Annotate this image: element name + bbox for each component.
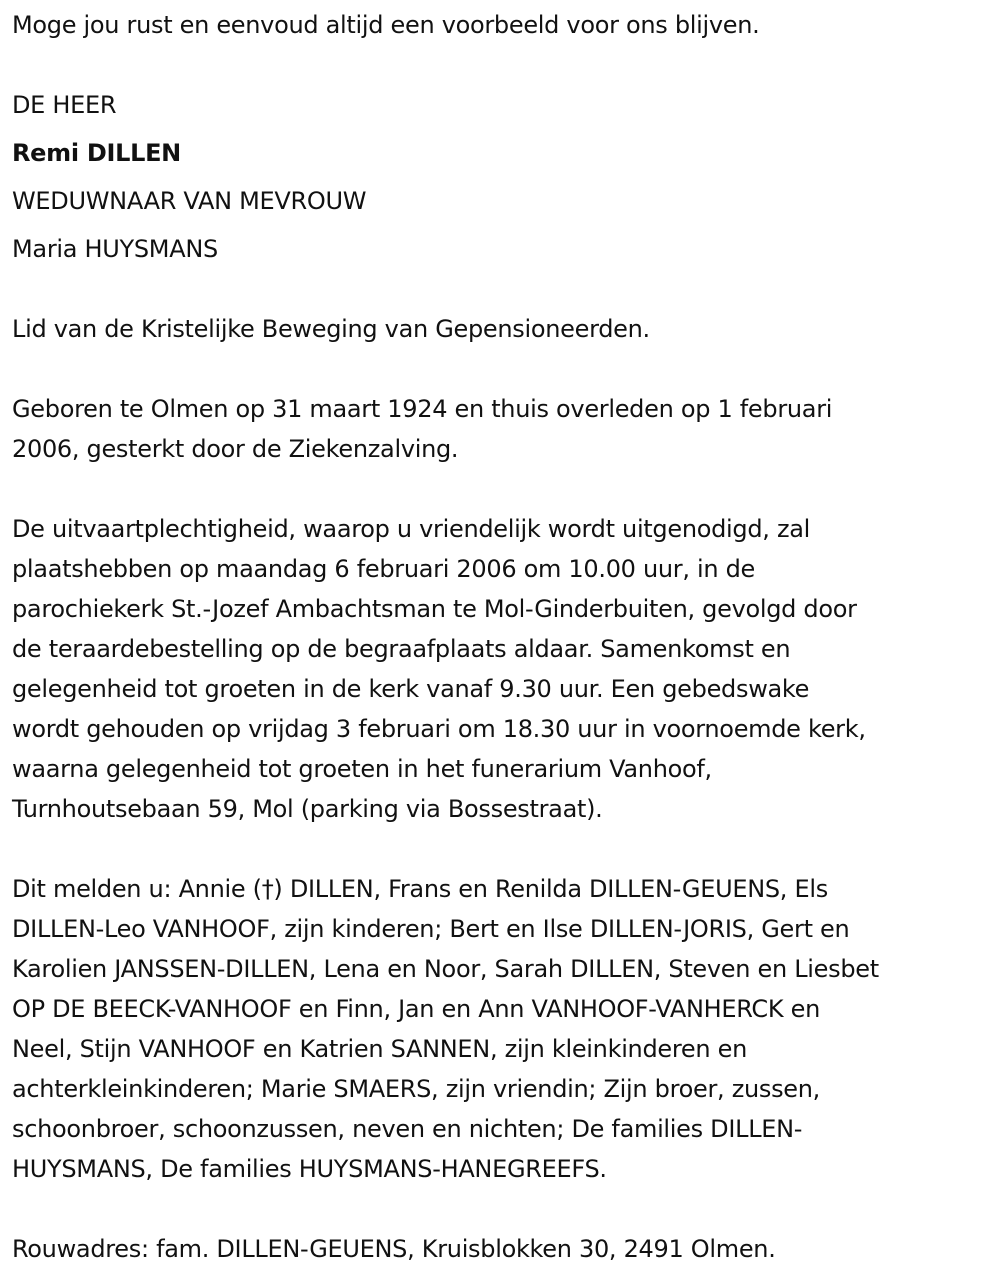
paragraph-line: Dit melden u: Annie (†) DILLEN, Frans en Renilda DILLEN-GEUENS, Els — [12, 875, 828, 903]
motto: Moge jou rust en eenvoud altijd een voorbeeld voor ons blijven. — [12, 11, 760, 39]
paragraph-line: Karolien JANSSEN-DILLEN, Lena en Noor, Sarah DILLEN, Steven en Liesbet — [12, 955, 879, 983]
birth-death-paragraph — [12, 389, 992, 469]
membership-line: Lid van de Kristelijke Beweging van Gepensioneerden. — [12, 315, 650, 343]
paragraph-line: Geboren te Olmen op 31 maart 1924 en thuis overleden op 1 februari — [12, 395, 833, 423]
paragraph-line: 2006, gesterkt door de Ziekenzalving. — [12, 435, 459, 463]
paragraph-line: Neel, Stijn VANHOOF en Katrien SANNEN, zijn kleinkinderen en — [12, 1035, 747, 1063]
relation-line: WEDUWNAAR VAN MEVROUW — [12, 187, 367, 215]
paragraph-line: schoonbroer, schoonzussen, neven en nichten; De families DILLEN- — [12, 1115, 803, 1143]
paragraph-line: De uitvaartplechtigheid, waarop u vriendelijk wordt uitgenodigd, zal — [12, 515, 811, 543]
paragraph-line: gelegenheid tot groeten in de kerk vanaf 9.30 uur. Een gebedswake — [12, 675, 810, 703]
mourning-address: Rouwadres: fam. DILLEN-GEUENS, Kruisblokken 30, 2491 Olmen. — [12, 1235, 776, 1263]
paragraph-line: de teraardebestelling op de begraafplaats aldaar. Samenkomst en — [12, 635, 791, 663]
honorific-title: DE HEER — [12, 91, 117, 119]
deceased-name: Remi DILLEN — [12, 139, 181, 167]
funeral-paragraph — [12, 509, 992, 829]
announcement-paragraph — [12, 869, 992, 1189]
paragraph-line: parochiekerk St.-Jozef Ambachtsman te Mol-Ginderbuiten, gevolgd door — [12, 595, 857, 623]
paragraph-line: HUYSMANS, De families HUYSMANS-HANEGREEFS. — [12, 1155, 607, 1183]
paragraph-line: DILLEN-Leo VANHOOF, zijn kinderen; Bert en Ilse DILLEN-JORIS, Gert en — [12, 915, 850, 943]
paragraph-line: Turnhoutsebaan 59, Mol (parking via Bossestraat). — [12, 795, 603, 823]
paragraph-line: achterkleinkinderen; Marie SMAERS, zijn vriendin; Zijn broer, zussen, — [12, 1075, 821, 1103]
paragraph-line: wordt gehouden op vrijdag 3 februari om 18.30 uur in voornoemde kerk, — [12, 715, 866, 743]
paragraph-line: plaatshebben op maandag 6 februari 2006 om 10.00 uur, in de — [12, 555, 756, 583]
paragraph-line: OP DE BEECK-VANHOOF en Finn, Jan en Ann VANHOOF-VANHERCK en — [12, 995, 821, 1023]
spouse-name: Maria HUYSMANS — [12, 235, 218, 263]
paragraph-line: waarna gelegenheid tot groeten in het funerarium Vanhoof, — [12, 755, 712, 783]
